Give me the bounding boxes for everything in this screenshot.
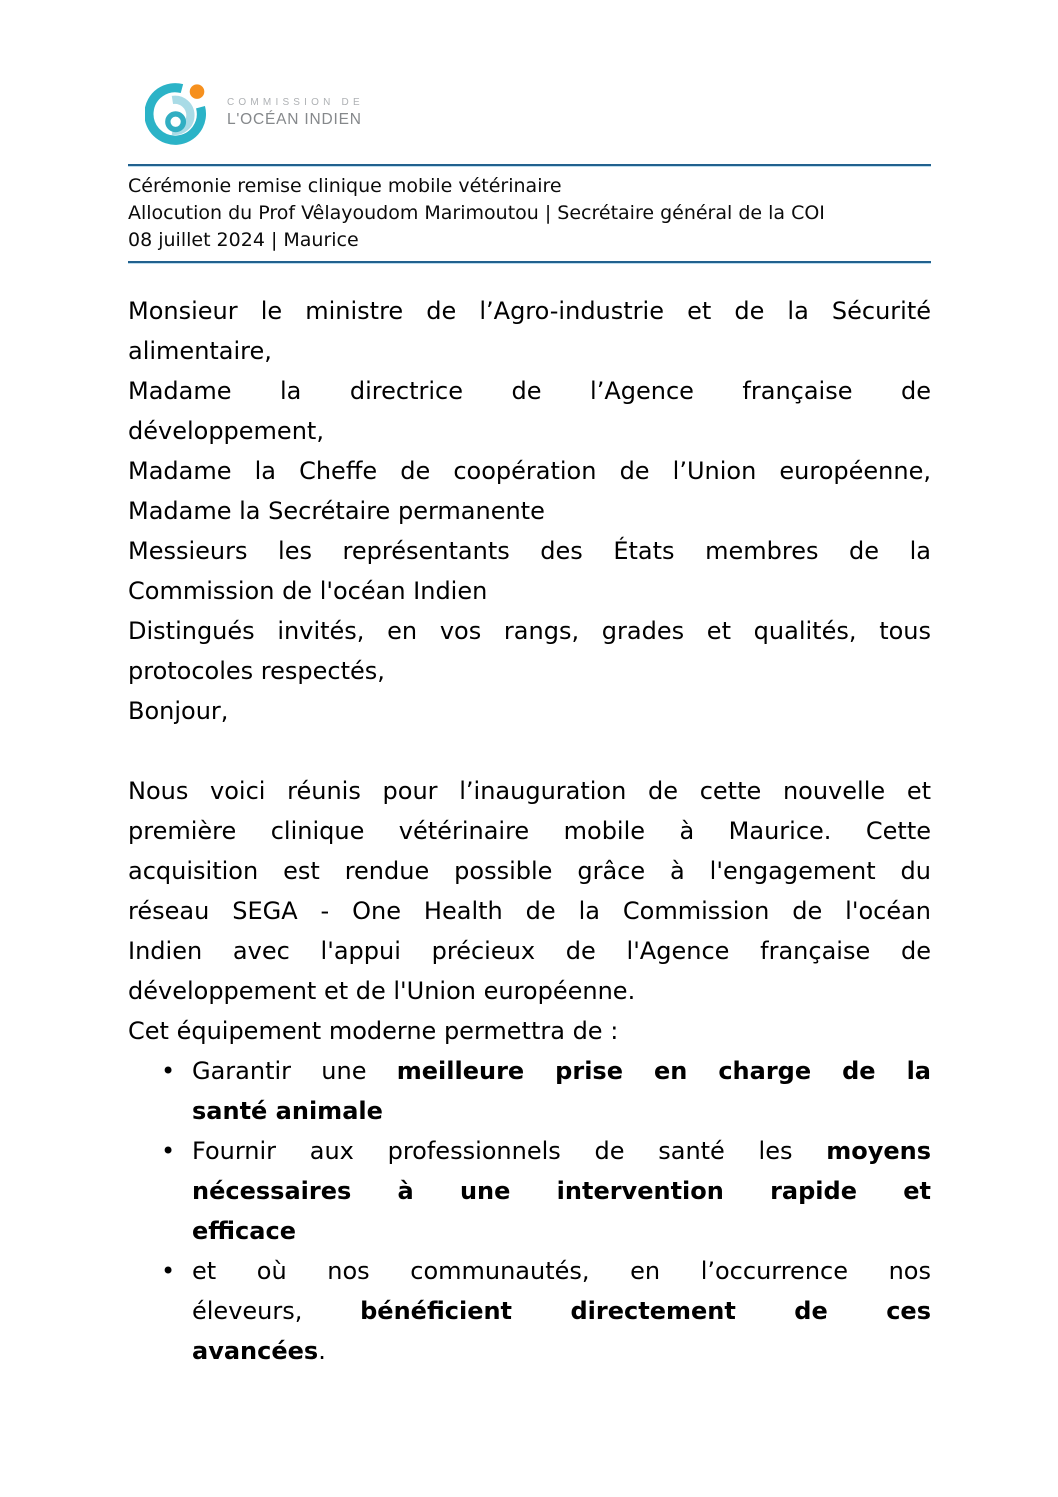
- header-date-line: 08 juillet 2024 | Maurice: [128, 229, 359, 251]
- paragraph: [128, 371, 931, 451]
- bullet-marker-icon: •: [161, 1257, 176, 1285]
- text-line: [192, 1291, 931, 1331]
- text-line: [128, 771, 931, 811]
- text-line: [128, 491, 931, 531]
- text-line: [128, 291, 931, 331]
- text-line: [128, 611, 931, 651]
- text-run: réseau SEGA - One Health de la Commission de l'océan: [128, 897, 931, 925]
- bullet-marker-icon: •: [161, 1057, 176, 1085]
- text-line: [128, 411, 931, 451]
- text-run: première clinique vétérinaire mobile à Maurice. Cette: [128, 817, 931, 845]
- bullet-marker-icon: •: [161, 1137, 176, 1165]
- text-line: [128, 851, 931, 891]
- paragraph: [128, 491, 931, 531]
- text-run: Madame la Secrétaire permanente: [128, 497, 545, 525]
- text-run: développement et de l'Union européenne.: [128, 977, 636, 1005]
- paragraph: [128, 531, 931, 611]
- text-line: [128, 651, 931, 691]
- text-run: Madame la directrice de l’Agence française de: [128, 377, 931, 405]
- text-run: Monsieur le ministre de l’Agro-industrie et de la Sécurité: [128, 297, 931, 325]
- text-line: [128, 451, 931, 491]
- text-run: Cet équipement moderne permettra de :: [128, 1017, 619, 1045]
- header-subtitle-line: Allocution du Prof Vêlayoudom Marimoutou | Secrétaire général de la COI: [128, 202, 825, 224]
- text-line: [128, 571, 931, 611]
- text-run: Messieurs les représentants des États membres de la: [128, 537, 931, 565]
- text-run: alimentaire,: [128, 337, 272, 365]
- document-header: [128, 167, 931, 261]
- bold-text-run: avancées: [192, 1337, 319, 1365]
- paragraph: [128, 291, 931, 371]
- paragraph: [128, 451, 931, 491]
- logo-text-ocean-indien: L'OCÉAN INDIEN: [227, 111, 362, 128]
- text-run: et où nos communautés, en l’occurrence nos: [192, 1257, 931, 1285]
- text-line: [128, 971, 931, 1011]
- text-run: éleveurs,: [192, 1297, 361, 1325]
- text-line: [128, 531, 931, 571]
- bold-text-run: santé animale: [192, 1097, 383, 1125]
- header-title-line: Cérémonie remise clinique mobile vétérinaire: [128, 175, 562, 197]
- coi-swirl-logo-icon: [145, 80, 215, 146]
- bold-text-run: meilleure prise en charge de la: [396, 1057, 931, 1085]
- text-run: Indien avec l'appui précieux de l'Agence française de: [128, 937, 931, 965]
- bold-text-run: moyens: [826, 1137, 931, 1165]
- text-run: Fournir aux professionnels de santé les: [192, 1137, 827, 1165]
- text-run: Garantir une: [192, 1057, 397, 1085]
- text-line: [128, 371, 931, 411]
- text-line: [128, 931, 931, 971]
- bold-text-run: bénéficient directement de ces: [360, 1297, 931, 1325]
- text-line: [128, 1011, 931, 1051]
- text-run: Distingués invités, en vos rangs, grades et qualités, tous: [128, 617, 931, 645]
- coi-logo-wordmark: [227, 97, 364, 129]
- bullet-item: [128, 1131, 931, 1251]
- bullet-item: [128, 1051, 931, 1131]
- bold-text-run: efficace: [192, 1217, 296, 1245]
- header-rule-bottom: [128, 261, 931, 264]
- document-body: [128, 291, 931, 1371]
- text-line: [192, 1251, 931, 1291]
- text-run: Nous voici réunis pour l’inauguration de cette nouvelle et: [128, 777, 931, 805]
- text-run: développement,: [128, 417, 324, 445]
- text-line: [128, 891, 931, 931]
- text-line: [128, 691, 931, 731]
- text-line: [192, 1331, 931, 1371]
- bullet-item: [128, 1251, 931, 1371]
- logo-text-commission-de: COMMISSION DE: [227, 97, 364, 108]
- paragraph: [128, 771, 931, 1011]
- text-run: Madame la Cheffe de coopération de l’Union européenne,: [128, 457, 931, 485]
- text-line: [192, 1091, 931, 1131]
- text-line: [192, 1131, 931, 1171]
- text-line: [128, 331, 931, 371]
- text-run: acquisition est rendue possible grâce à l'engagement du: [128, 857, 931, 885]
- coi-logo: [145, 80, 364, 146]
- text-line: [192, 1211, 931, 1251]
- text-run: Bonjour,: [128, 697, 229, 725]
- bold-text-run: nécessaires à une intervention rapide et: [192, 1177, 931, 1205]
- text-line: [192, 1171, 931, 1211]
- text-run: Commission de l'océan Indien: [128, 577, 488, 605]
- paragraph: [128, 1011, 931, 1051]
- text-run: .: [318, 1337, 326, 1365]
- page-content: [128, 164, 931, 1371]
- paragraph: [128, 611, 931, 691]
- paragraph: [128, 691, 931, 731]
- blank-line: [128, 731, 931, 771]
- text-line: [128, 811, 931, 851]
- text-line: [192, 1051, 931, 1091]
- text-run: protocoles respectés,: [128, 657, 385, 685]
